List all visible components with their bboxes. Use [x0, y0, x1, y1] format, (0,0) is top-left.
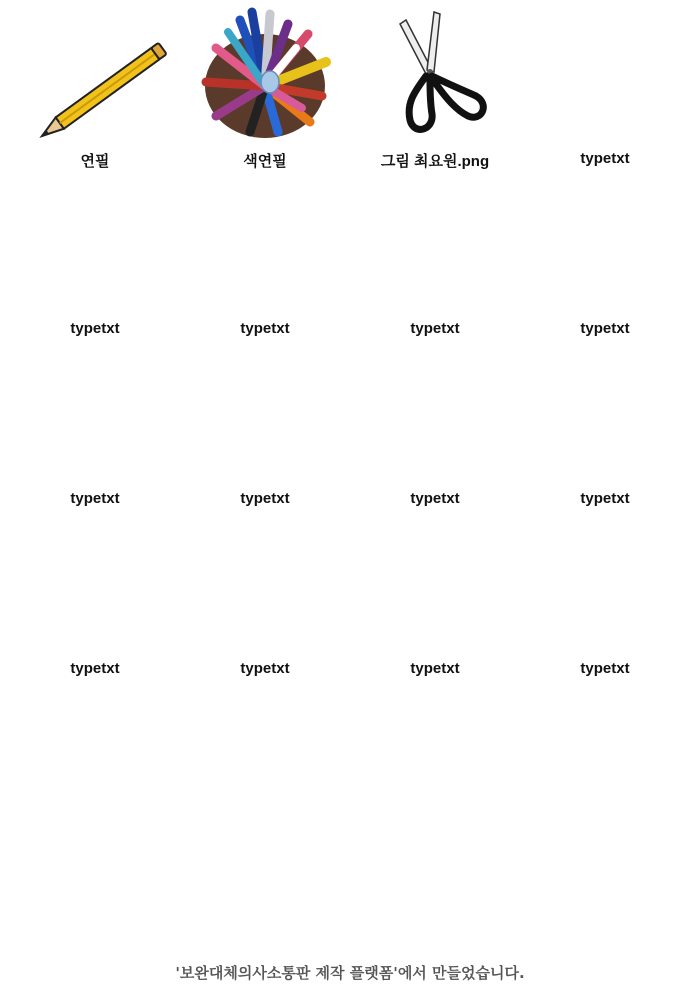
- card-empty[interactable]: [10, 170, 180, 340]
- card-label: typetxt: [580, 490, 630, 507]
- card-empty[interactable]: [10, 510, 180, 680]
- card-empty[interactable]: [520, 170, 690, 340]
- card-colored-pencils[interactable]: [180, 0, 350, 170]
- card-label: typetxt: [580, 320, 630, 337]
- colored-pencils-icon: [190, 4, 340, 142]
- scissors-icon: [360, 4, 510, 142]
- card-empty[interactable]: [520, 510, 690, 680]
- card-pencil[interactable]: [10, 0, 180, 170]
- card-label: 색연필: [243, 153, 287, 170]
- card-label: typetxt: [410, 490, 460, 507]
- card-empty[interactable]: [350, 510, 520, 680]
- card-label: 연필: [80, 153, 110, 170]
- card-empty[interactable]: [350, 340, 520, 510]
- card-empty[interactable]: [180, 340, 350, 510]
- card-empty[interactable]: [350, 170, 520, 340]
- footer-credit: '보완대체의사소통판 제작 플랫폼'에서 만들었습니다.: [175, 964, 525, 982]
- card-label: 그림 최요원.png: [380, 153, 490, 170]
- card-label: typetxt: [70, 660, 120, 677]
- card-empty[interactable]: [10, 340, 180, 510]
- card-label: typetxt: [240, 660, 290, 677]
- pencil-icon: [20, 4, 170, 142]
- communication-board: [10, 0, 690, 680]
- card-label: typetxt: [410, 320, 460, 337]
- card-label: typetxt: [410, 660, 460, 677]
- card-label: typetxt: [240, 320, 290, 337]
- card-empty[interactable]: [520, 340, 690, 510]
- card-scissors[interactable]: [350, 0, 520, 170]
- card-empty[interactable]: [180, 510, 350, 680]
- card-empty[interactable]: [180, 170, 350, 340]
- card-label: typetxt: [70, 320, 120, 337]
- card-label: typetxt: [580, 150, 630, 167]
- card-label: typetxt: [580, 660, 630, 677]
- card-label: typetxt: [70, 490, 120, 507]
- card-label: typetxt: [240, 490, 290, 507]
- card-empty[interactable]: [520, 0, 690, 170]
